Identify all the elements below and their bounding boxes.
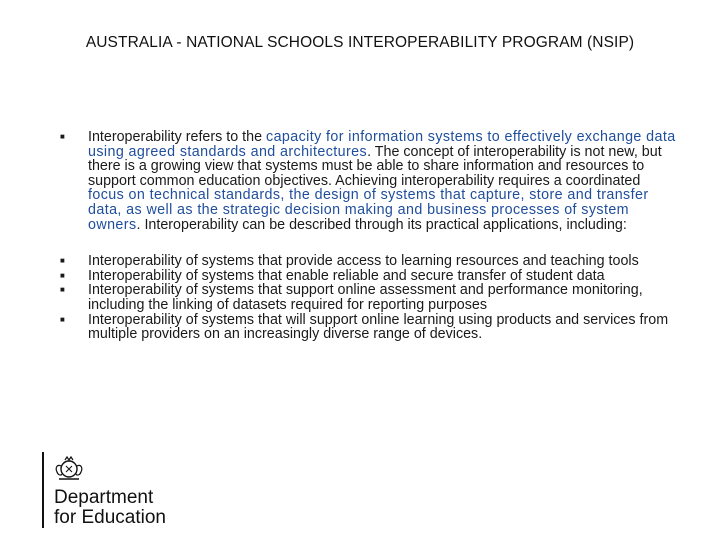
list-item-text: Interoperability of systems that will support online learning using products and services from multiple providers on an increasingly diverse range of devices.: [88, 311, 669, 343]
bullet-list: [60, 130, 680, 342]
list-item: [60, 254, 680, 269]
bullet-marker: ■: [60, 132, 65, 141]
list-item-text: Interoperability of systems that provide access to learning resources and teaching tools: [88, 253, 639, 270]
logo-text: [54, 488, 166, 528]
list-item: [60, 283, 680, 312]
list-item-text: Interoperability of systems that support online assessment and performance monitoring, including the linking of datasets required for reporting purposes: [88, 282, 643, 313]
bullet-marker: ■: [60, 314, 65, 324]
page-title: AUSTRALIA - NATIONAL SCHOOLS INTEROPERABILITY PROGRAM (NSIP): [85, 34, 635, 51]
logo-line-2: for Education: [54, 507, 166, 528]
intro-highlight-1: capacity for information systems to effectively exchange data using agreed standards and architectures: [88, 129, 676, 160]
intro-highlight-2: focus on technical standards, the design of systems that capture, store and transfer data, as well as the strategic decision making and business processes of system owners: [88, 187, 649, 233]
intro-text-2: . The concept of interoperability is not new, but there is a growing view that systems must be able to share information and resources to support common education objectives. Achieving interoperability requires a coordinated: [88, 143, 662, 189]
department-logo: [42, 452, 182, 528]
bullet-marker: ■: [60, 256, 65, 266]
intro-paragraph: [60, 130, 680, 232]
logo-line-1: Department: [54, 487, 154, 508]
list-item: [60, 313, 680, 342]
list-item-text: Interoperability of systems that enable reliable and secure transfer of student data: [88, 267, 605, 284]
royal-crest-icon: [52, 454, 86, 484]
bullet-marker: ■: [60, 270, 65, 280]
list-item: [60, 269, 680, 284]
intro-text-3: . Interoperability can be described through its practical applications, including:: [136, 216, 627, 233]
logo-bar: [42, 452, 44, 528]
intro-text-1: Interoperability refers to the: [88, 129, 267, 145]
bullet-marker: ■: [60, 285, 65, 295]
